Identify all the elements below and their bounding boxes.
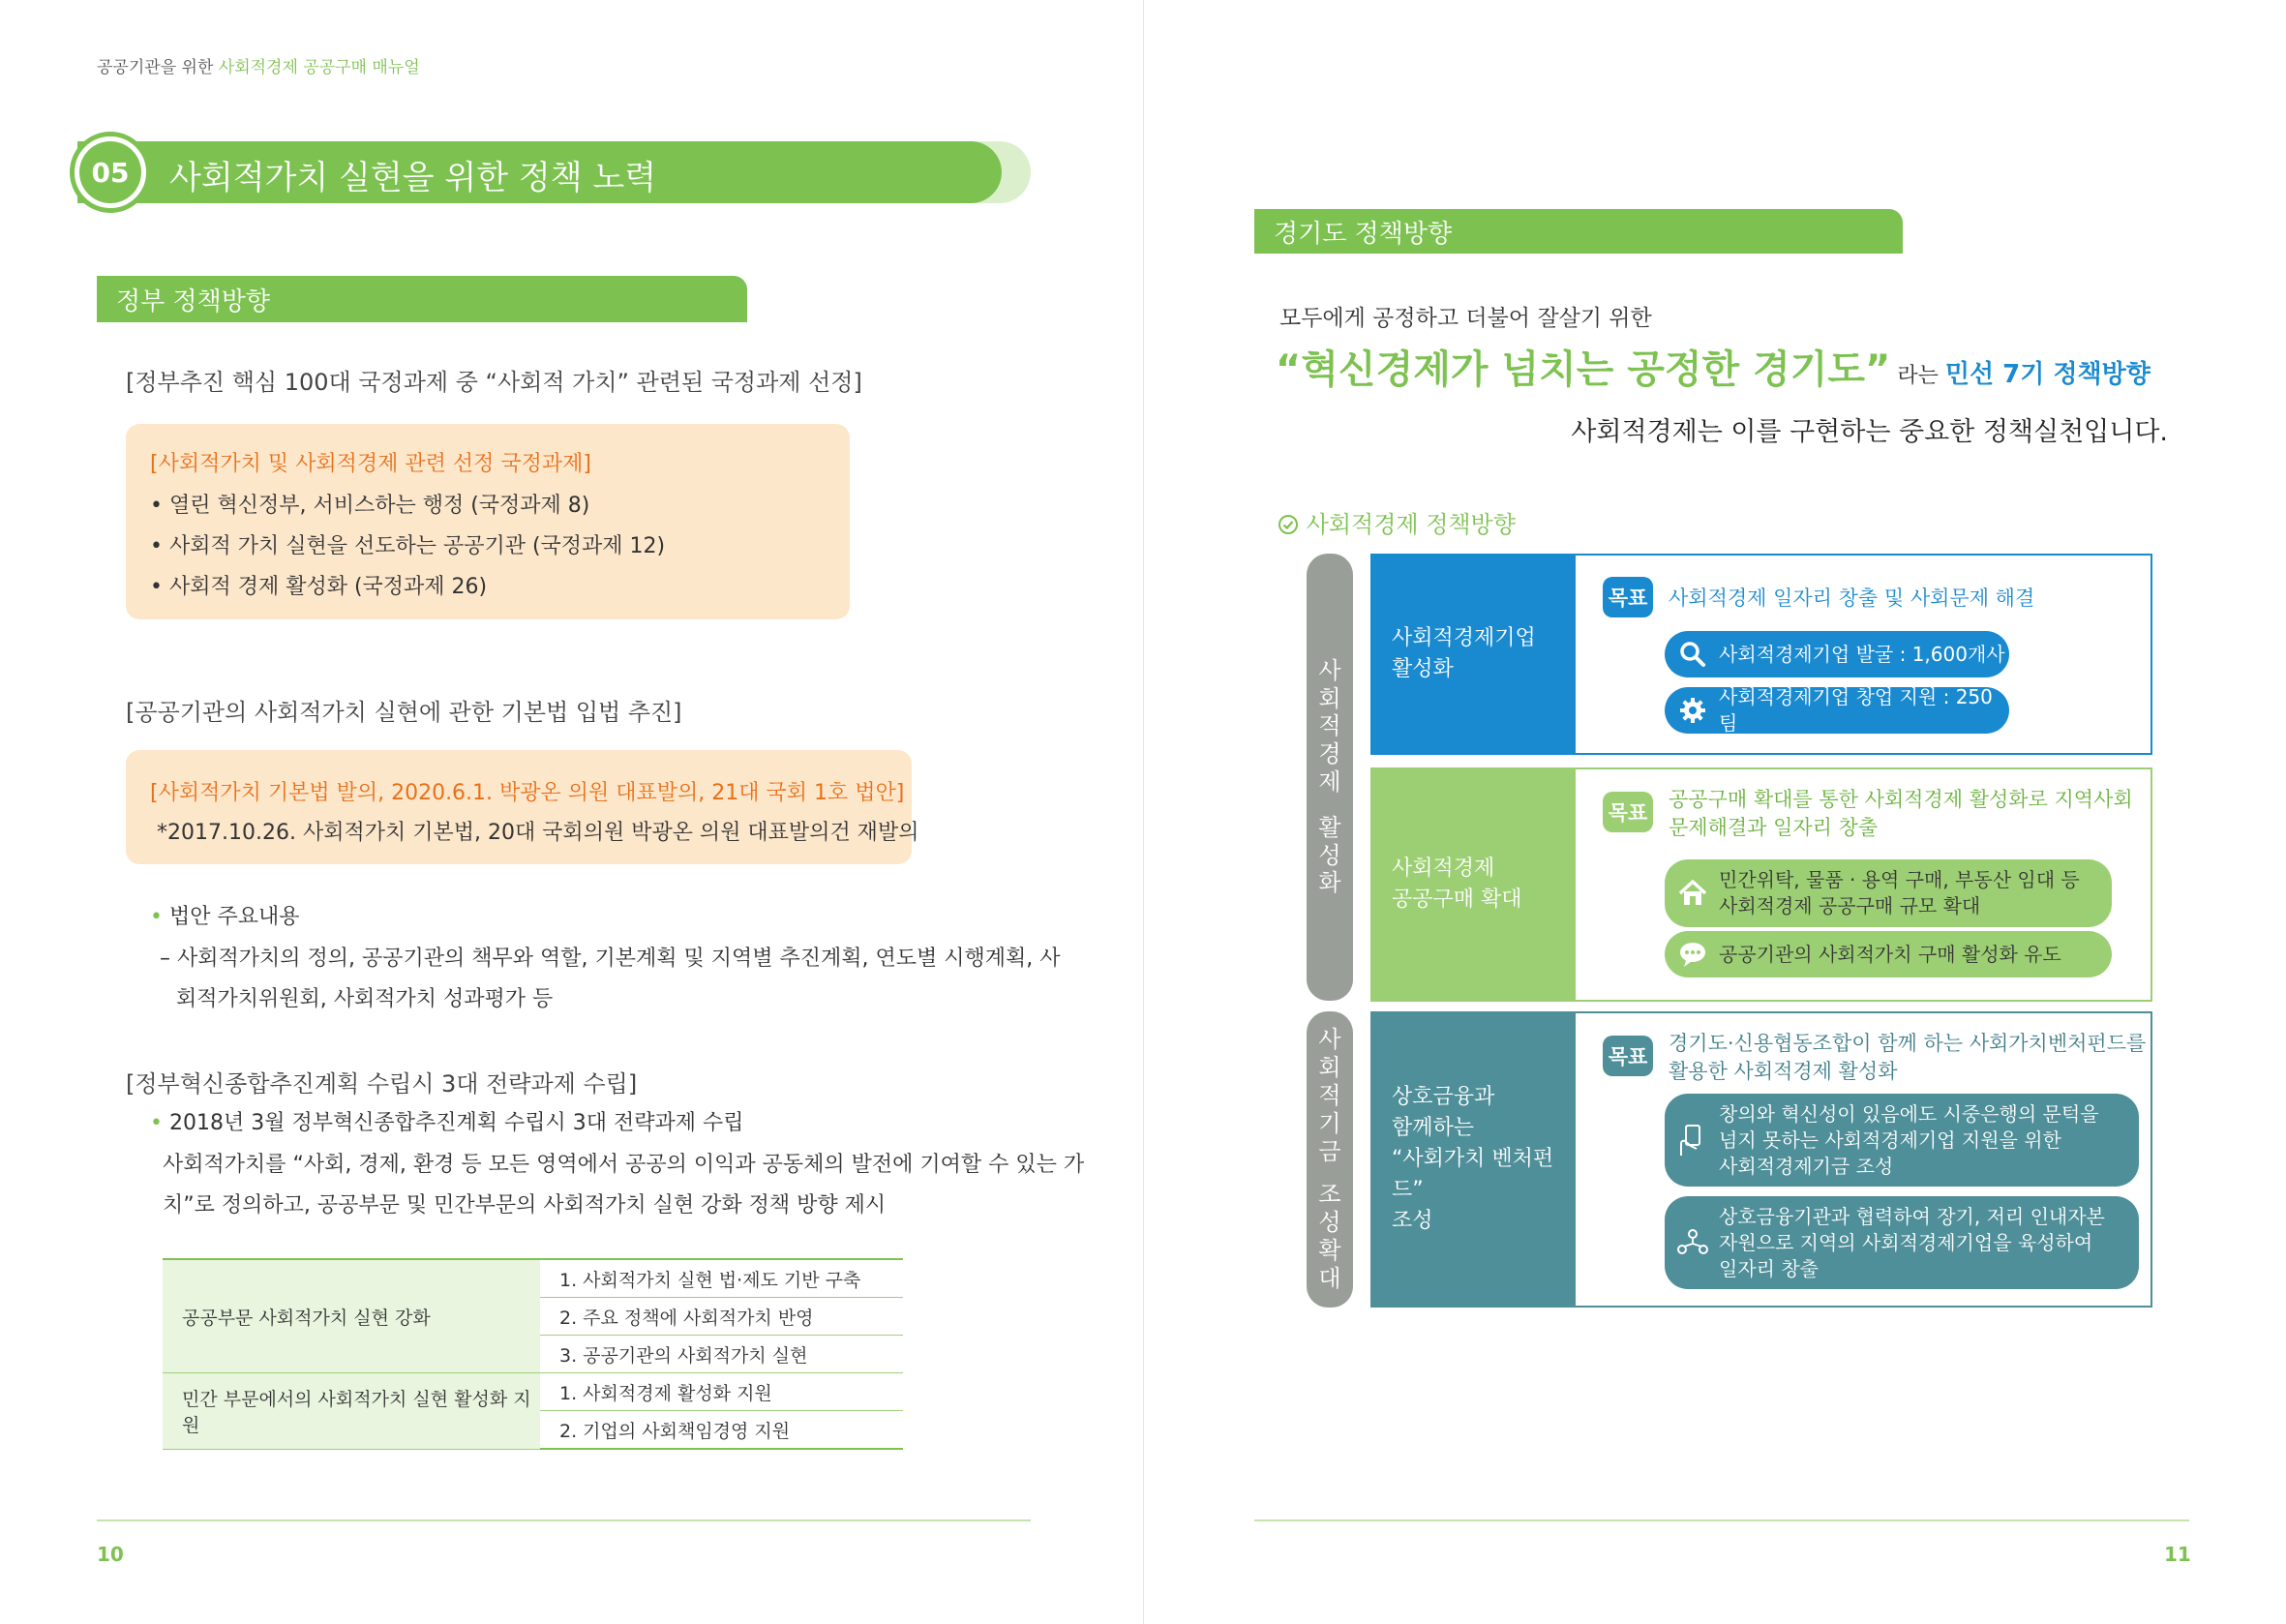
block2-title: [공공기관의 사회적가치 실현에 관한 기본법 입법 추진] [126, 699, 682, 726]
chat-icon [1676, 938, 1709, 971]
goal-text: 공공구매 확대를 통한 사회적경제 활성화로 지역사회 문제해결과 일자리 창출 [1669, 788, 2133, 840]
national-task-item: • 열린 혁신정부, 서비스하는 행정 (국정과제 8) [150, 494, 590, 518]
chapter-title: 사회적가치 실현을 위한 정책 노력 [169, 159, 657, 197]
search-icon [1676, 638, 1709, 671]
basic-law-box [126, 750, 912, 864]
bill-content-line: 회적가치위원회, 사회적가치 성과평가 등 [176, 987, 554, 1011]
target-pill: 창의와 혁신성이 있음에도 시중은행의 문턱을 넘지 못하는 사회적경제기업 지원을 위한 사회적경제기금 조성 [1665, 1094, 2139, 1187]
table-category: 민간 부문에서의 사회적가치 실현 활성화 지원 [163, 1373, 540, 1450]
basic-law-box-note: *2017.10.26. 사회적가치 기본법, 20대 국회의원 박광온 의원 대표발의건 재발의 [157, 821, 919, 845]
home-icon [1676, 877, 1709, 910]
network-icon [1676, 1226, 1709, 1259]
target-pill: 민간위탁, 물품 · 용역 구매, 부동산 임대 등 사회적경제 공공구매 규모 확대 [1665, 859, 2112, 927]
vertical-label-activation: 사 회 적 경 제 활 성 화 [1307, 554, 1353, 1001]
strategy-table [163, 1258, 903, 1450]
category-enterprise-activation: 사회적경제기업 활성화 [1370, 554, 1574, 755]
strategy-paragraph-line: 치”로 정의하고, 공공부문 및 민간부문의 사회적가치 실현 강화 정책 방향 제시 [163, 1193, 887, 1218]
table-row [163, 1373, 903, 1411]
intro-line: 모두에게 공정하고 더불어 잘살기 위한 [1279, 306, 1652, 331]
table-task: 3. 공공기관의 사회적가치 실현 [540, 1336, 903, 1373]
goal-text: 경기도·신용협동조합이 함께 하는 사회가치벤처펀드를 활용한 사회적경제 활성화 [1669, 1032, 2147, 1084]
strategy-bullet: • 2018년 3월 정부혁신종합추진계획 수립시 3대 전략과제 수립 [150, 1111, 744, 1135]
footer-rule [1254, 1519, 2189, 1521]
national-task-item: • 사회적 경제 활성화 (국정과제 26) [150, 575, 488, 599]
table-category: 공공부문 사회적가치 실현 강화 [163, 1259, 540, 1373]
goal-badge: 목표 [1603, 792, 1653, 832]
basic-law-box-head: [사회적가치 기본법 발의, 2020.6.1. 박광온 의원 대표발의, 21대 국회 1호 법안] [150, 781, 905, 805]
policy-direction-title: 사회적경제 정책방향 [1278, 505, 1516, 539]
target-pill: 상호금융기관과 협력하여 장기, 저리 인내자본 자원으로 지역의 사회적경제기업을 육성하여 일자리 창출 [1665, 1196, 2139, 1289]
section-tab-government: 정부 정책방향 [97, 276, 747, 322]
strategy-paragraph-line: 사회적가치를 “사회, 경제, 환경 등 모든 영역에서 공공의 이익과 공동체의 발전에 기여할 수 있는 가 [163, 1153, 1085, 1177]
goal-badge: 목표 [1603, 577, 1653, 617]
table-task: 2. 주요 정책에 사회적가치 반영 [540, 1298, 903, 1336]
target-pill: 사회적경제기업 발굴 : 1,600개사 [1665, 631, 2009, 677]
page-gutter [1143, 0, 1144, 1624]
running-head: 공공기관을 위한 사회적경제 공공구매 매뉴얼 [97, 58, 420, 77]
section-tab-gyeonggi: 경기도 정책방향 [1254, 209, 1903, 254]
page-number-left: 10 [97, 1543, 124, 1566]
goal-badge: 목표 [1603, 1036, 1653, 1076]
check-circle-icon [1278, 511, 1307, 538]
intro-statement: 사회적경제는 이를 구현하는 중요한 정책실천입니다. [1571, 417, 2168, 447]
category-public-procurement: 사회적경제 공공구매 확대 [1370, 767, 1574, 1002]
category-venture-fund: 상호금융과 함께하는 “사회가치 벤처펀드” 조성 [1370, 1011, 1574, 1308]
block1-title: [정부추진 핵심 100대 국정과제 중 “사회적 가치” 관련된 국정과제 선정] [126, 369, 862, 396]
bill-content-bullet: • 법안 주요내용 [150, 905, 300, 929]
hand-icon [1676, 1124, 1709, 1157]
goal-text: 사회적경제 일자리 창출 및 사회문제 해결 [1669, 586, 2035, 610]
block3-title: [정부혁신종합추진계획 수립시 3대 전략과제 수립] [126, 1070, 638, 1098]
table-task: 1. 사회적가치 실현 법·제도 기반 구축 [540, 1259, 903, 1298]
table-task: 1. 사회적경제 활성화 지원 [540, 1373, 903, 1411]
target-pill: 공공기관의 사회적가치 구매 활성화 유도 [1665, 931, 2112, 977]
footer-rule [97, 1519, 1031, 1521]
page-number-right: 11 [2164, 1543, 2191, 1566]
bill-content-line: – 사회적가치의 정의, 공공기관의 책무와 역할, 기본계획 및 지역별 추진계획, 연도별 시행계획, 사 [160, 947, 1061, 971]
table-task: 2. 기업의 사회책임경영 지원 [540, 1411, 903, 1450]
national-task-box-head: [사회적가치 및 사회적경제 관련 선정 국정과제] [150, 452, 591, 476]
target-pill: 사회적경제기업 창업 지원 : 250팀 [1665, 687, 2009, 734]
gear-icon [1676, 694, 1709, 727]
national-task-item: • 사회적 가치 실현을 선도하는 공공기관 (국정과제 12) [150, 534, 666, 558]
vertical-label-fund: 사 회 적 기 금 조 성 확 대 [1307, 1011, 1353, 1308]
table-row [163, 1259, 903, 1298]
chapter-number: 05 [79, 141, 141, 203]
intro-headline: “혁신경제가 넘치는 공정한 경기도” 라는 민선 7기 정책방향 [1276, 347, 2151, 392]
